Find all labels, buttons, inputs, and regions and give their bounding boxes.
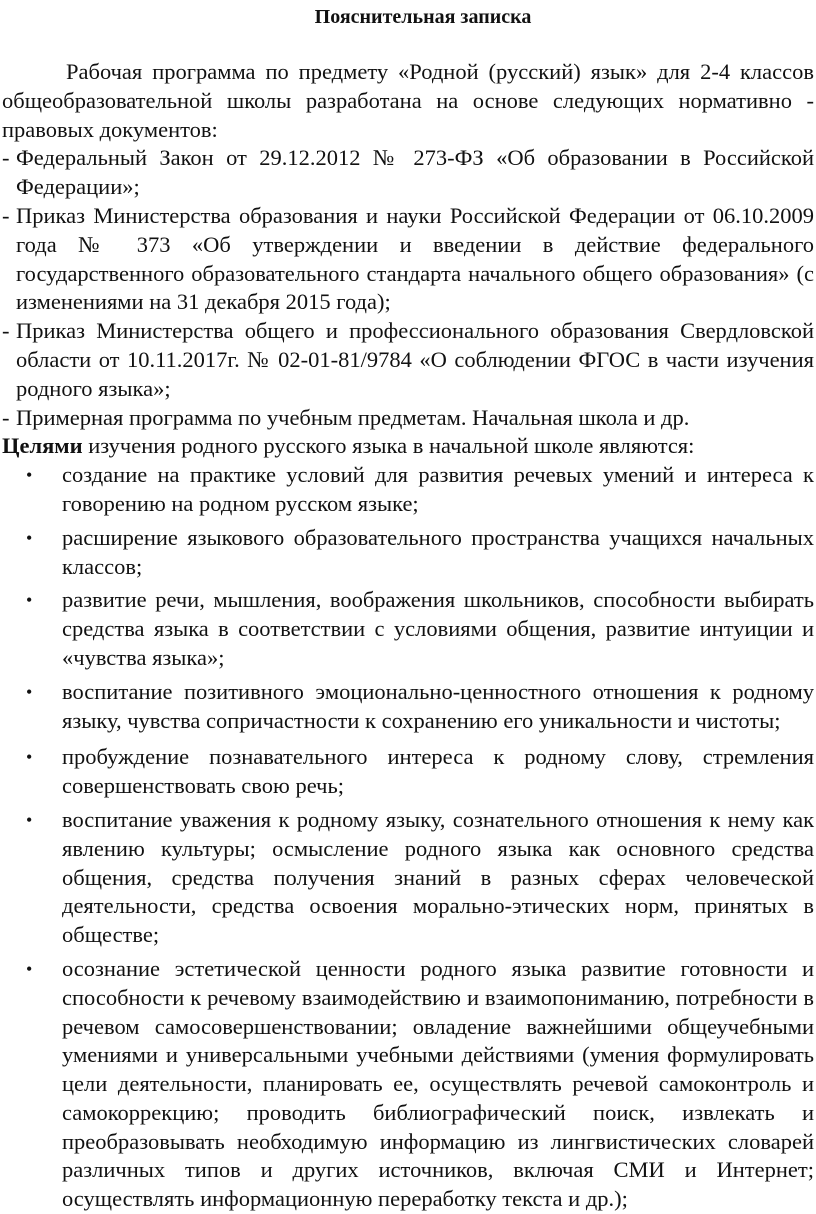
- dash-marker: -: [2, 145, 10, 171]
- goals-list: [2, 461, 814, 1214]
- bullet-icon: •: [26, 465, 33, 486]
- goal-item-text: создание на практике условий для развития речевых умений и интереса к говорению на родном русском языке;: [62, 462, 814, 516]
- document-item: [2, 144, 814, 202]
- goal-item: [2, 461, 814, 519]
- goal-item: [2, 586, 814, 672]
- goals-heading-text: изучения родного русского языка в начальной школе являются:: [82, 433, 695, 459]
- bullet-icon: •: [26, 527, 33, 548]
- goal-item-text: воспитание позитивного эмоционально-ценностного отношения к родному языку, чувства сопричастности к сохранению его уникальности и чистоты;: [62, 678, 814, 733]
- goal-item-text: расширение языкового образовательного пространства учащихся начальных классов;: [62, 524, 814, 579]
- bullet-icon: •: [26, 958, 33, 979]
- bullet-icon: •: [26, 590, 33, 611]
- goal-item: [2, 524, 814, 582]
- documents-list: [2, 144, 814, 432]
- goal-item-text: развитие речи, мышления, воображения школьников, способности выбирать средства языка в соответствии с условиями общения, развитие интуиции и «чувства языка»;: [62, 587, 814, 670]
- document-item: [2, 317, 814, 403]
- document-item-text: Приказ Министерства образования и науки Российской Федерации от 06.10.2009 года № 373 «Об утверждении и введении в действие федерального государственного образовательного стандарта начального общего образования» (с изменениями на 31 декабря 2015 года);: [16, 202, 814, 315]
- goal-item-text: воспитание уважения к родному языку, сознательного отношения к нему как явлению культуры; осмысление родного языка как основного средства общения, средства получения знаний в разных сферах человеческой деятельности, средства освоения морально-этических норм, принятых в обществе;: [62, 806, 814, 948]
- dash-marker: -: [2, 404, 10, 430]
- page-title: Пояснительная записка: [314, 6, 532, 28]
- document-item-text: Приказ Министерства общего и профессионального образования Свердловской области от 10.11.2017г. № 02-01-81/9784 «О соблюдении ФГОС в части изучения родного языка»;: [16, 318, 814, 401]
- goals-heading: [2, 432, 814, 461]
- goal-item: [2, 678, 814, 736]
- document-item: [2, 404, 814, 433]
- document-item-text: Примерная программа по учебным предметам. Начальная школа и др.: [16, 404, 690, 430]
- goal-item: [2, 743, 814, 801]
- goal-item-text: осознание эстетической ценности родного языка развитие готовности и способности к речевому взаимодействию и взаимопониманию, потребности в речевом самосовершенствовании; овладение важнейшими общеучебными умениями и универсальными учебными действиями (умения формулировать цели деятельности, планировать ее, осуществлять речевой самоконтроль и самокоррекцию; проводить библиографический поиск, извлекать и преобразовывать необходимую информацию из лингвистических словарей различных типов и других источников, включая СМИ и Интернет; осуществлять информационную переработку текста и др.);: [62, 955, 814, 1212]
- goal-item-text: пробуждение познавательного интереса к родному слову, стремления совершенствовать свою речь;: [62, 744, 814, 799]
- goal-item: [2, 955, 814, 1214]
- goals-bold-word: Целями: [2, 433, 83, 459]
- bullet-icon: •: [26, 809, 33, 830]
- dash-marker: -: [2, 318, 10, 344]
- document-item: [2, 202, 814, 317]
- dash-marker: -: [2, 202, 10, 228]
- document-item-text: Федеральный Закон от 29.12.2012 № 273-ФЗ «Об образовании в Российской Федерации»;: [16, 145, 814, 200]
- goal-item: [2, 806, 814, 950]
- bullet-icon: •: [26, 681, 33, 702]
- intro-paragraph: Рабочая программа по предмету «Родной (русский) язык» для 2-4 классов общеобразовательной школы разработана на основе следующих нормативно - правовых документов:: [2, 59, 814, 142]
- bullet-icon: •: [26, 747, 33, 768]
